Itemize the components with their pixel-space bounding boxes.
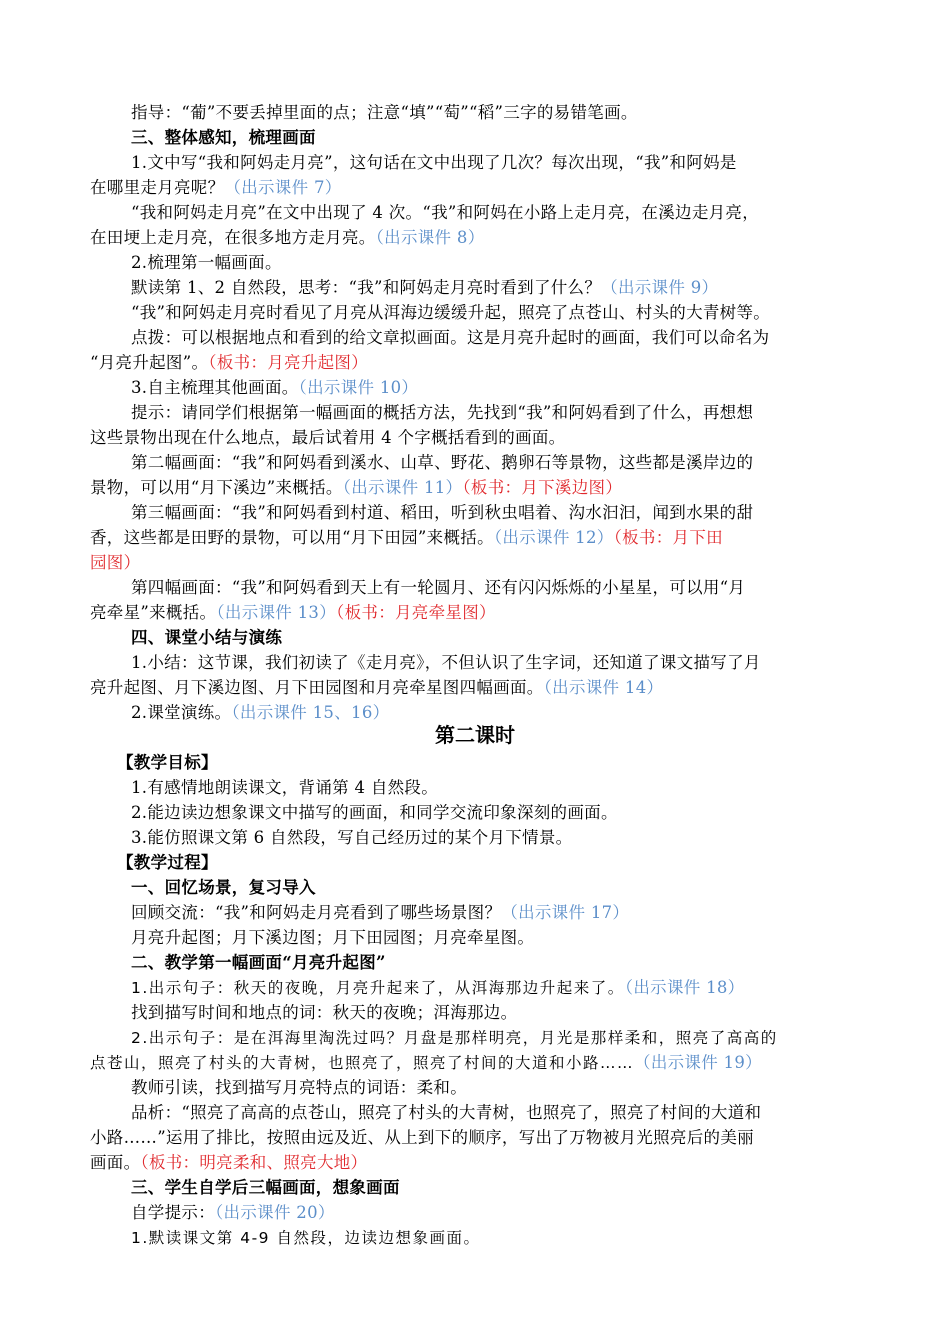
text-line: 回顾交流：“我”和阿妈走月亮看到了哪些场景图？（出示课件 17） xyxy=(131,903,630,922)
courseware-ref: （出示课件 20） xyxy=(215,1203,335,1222)
text-line: 点苍山，照亮了村头的大青树，也照亮了，照亮了村间的大道和小路……（出示课件 19） xyxy=(90,1053,762,1072)
text-line: 香，这些都是田野的景物，可以用“月下田园”来概括。（出示课件 12）（板书：月下田 xyxy=(90,528,723,547)
courseware-ref: （出示课件 14） xyxy=(543,678,664,697)
text-line: “我和阿妈走月亮”在文中出现了 4 次。“我”和阿妈在小路上走月亮，在溪边走月亮， xyxy=(131,203,760,222)
courseware-ref: （出示课件 9） xyxy=(601,278,719,297)
text-line: 品析：“照亮了高高的点苍山，照亮了村头的大青树，也照亮了，照亮了村间的大道和 xyxy=(131,1103,762,1122)
text-line: 第二幅画面：“我”和阿妈看到溪水、山草、野花、鹅卵石等景物，这些都是溪岸边的 xyxy=(131,453,754,472)
board-note: （板书：月亮升起图） xyxy=(208,353,369,372)
text-line: 指导：“葡”不要丢掉里面的点；注意“填”“萄”“稻”三字的易错笔画。 xyxy=(131,103,638,122)
courseware-ref: （出示课件 10） xyxy=(298,378,419,397)
text-line: 在田埂上走月亮，在很多地方走月亮。（出示课件 8） xyxy=(90,228,485,247)
text-line: 3.能仿照课文第 6 自然段，写自己经历过的某个月下情景。 xyxy=(131,828,573,847)
text-line: 教师引读，找到描写月亮特点的词语：柔和。 xyxy=(131,1078,467,1097)
courseware-ref: （出示课件 15、16） xyxy=(231,703,390,722)
text-line: 景物，可以用“月下溪边”来概括。（出示课件 11）（板书：月下溪边图） xyxy=(90,478,623,497)
text-line: 1.出示句子：秋天的夜晚，月亮升起来了，从洱海那边升起来了。（出示课件 18） xyxy=(131,978,745,997)
text-line: 2.出示句子：是在洱海里淘洗过吗？月盘是那样明亮，月光是那样柔和，照亮了高高的 xyxy=(131,1029,778,1047)
text-line: 提示：请同学们根据第一幅画面的概括方法，先找到“我”和阿妈看到了什么，再想想 xyxy=(131,403,754,422)
text-line: 1.文中写“我和阿妈走月亮”，这句话在文中出现了几次？每次出现，“我”和阿妈是 xyxy=(131,153,737,172)
text-line: 自学提示：（出示课件 20） xyxy=(131,1203,335,1222)
text-line: 这些景物出现在什么地点，最后试着用 4 个字概括看到的画面。 xyxy=(90,428,566,447)
text-line: 2.能边读边想象课文中描写的画面，和同学交流印象深刻的画面。 xyxy=(131,803,618,822)
section-heading: 三、整体感知，梳理画面 xyxy=(131,128,316,147)
courseware-ref: （出示课件 13） xyxy=(216,603,337,622)
board-note: （板书：月亮牵星图） xyxy=(336,603,496,622)
text-line: 1.小结：这节课，我们初读了《走月亮》，不但认识了生字词，还知道了课文描写了月 xyxy=(131,653,761,672)
text-line: 默读第 1、2 自然段，思考：“我”和阿妈走月亮时看到了什么？（出示课件 9） xyxy=(131,278,719,297)
courseware-ref: （出示课件 12） xyxy=(493,528,614,547)
text-line: 亮牵星”来概括。（出示课件 13）（板书：月亮牵星图） xyxy=(90,603,496,622)
section-heading: 一、回忆场景，复习导入 xyxy=(131,878,316,897)
text-line xyxy=(90,550,880,575)
text-line: 1.有感情地朗读课文，背诵第 4 自然段。 xyxy=(131,778,439,797)
courseware-ref: （出示课件 17） xyxy=(501,903,630,922)
text-line: 在哪里走月亮呢？（出示课件 7） xyxy=(90,178,342,197)
courseware-ref: （出示课件 19） xyxy=(634,1053,762,1072)
text-line: 2.梳理第一幅画面。 xyxy=(131,253,282,272)
text-line: 2.课堂演练。（出示课件 15、16） xyxy=(131,703,390,722)
section-heading: 【教学过程】 xyxy=(117,853,218,872)
courseware-ref: （出示课件 8） xyxy=(375,228,485,247)
section-heading: 四、课堂小结与演练 xyxy=(131,628,283,647)
board-note: （板书：月下田 xyxy=(613,528,723,547)
section-heading: 二、教学第一幅画面“月亮升起图” xyxy=(131,953,386,972)
text-line: 亮升起图、月下溪边图、月下田园图和月亮牵星图四幅画面。（出示课件 14） xyxy=(90,678,664,697)
courseware-ref: （出示课件 11） xyxy=(342,478,463,497)
text-line: 第三幅画面：“我”和阿妈看到村道、稻田，听到秋虫唱着、沟水汩汩，闻到水果的甜 xyxy=(131,503,754,522)
text-line: “我”和阿妈走月亮时看见了月亮从洱海边缓缓升起，照亮了点苍山、村头的大青树等。 xyxy=(131,303,771,322)
text-line: 画面。（板书：明亮柔和、照亮大地） xyxy=(90,1153,368,1172)
text-line: 找到描写时间和地点的词：秋天的夜晚；洱海那边。 xyxy=(131,1003,518,1022)
courseware-ref: （出示课件 18） xyxy=(624,978,745,997)
board-note: （板书：明亮柔和、照亮大地） xyxy=(140,1153,368,1172)
section-heading: 【教学目标】 xyxy=(117,753,218,772)
board-note: （板书：月下溪边图） xyxy=(462,478,623,497)
text-line: 1.默读课文第 4-9 自然段，边读边想象画面。 xyxy=(131,1229,481,1247)
text-line: “月亮升起图”。（板书：月亮升起图） xyxy=(90,353,369,372)
lesson-title: 第二课时 xyxy=(435,723,515,747)
board-note: 园图） xyxy=(90,553,141,572)
courseware-ref: （出示课件 7） xyxy=(224,178,342,197)
text-line: 3.自主梳理其他画面。（出示课件 10） xyxy=(131,378,419,397)
text-line: 第四幅画面：“我”和阿妈看到天上有一轮圆月、还有闪闪烁烁的小星星，可以用“月 xyxy=(131,578,746,597)
text-line: 小路……”运用了排比，按照由远及近、从上到下的顺序，写出了万物被月光照亮后的美丽 xyxy=(90,1128,754,1147)
text-line: 点拨：可以根据地点和看到的给文章拟画面。这是月亮升起时的画面，我们可以命名为 xyxy=(131,328,770,347)
section-heading: 三、学生自学后三幅画面，想象画面 xyxy=(131,1178,400,1197)
text-line: 月亮升起图；月下溪边图；月下田园图；月亮牵星图。 xyxy=(131,928,535,947)
